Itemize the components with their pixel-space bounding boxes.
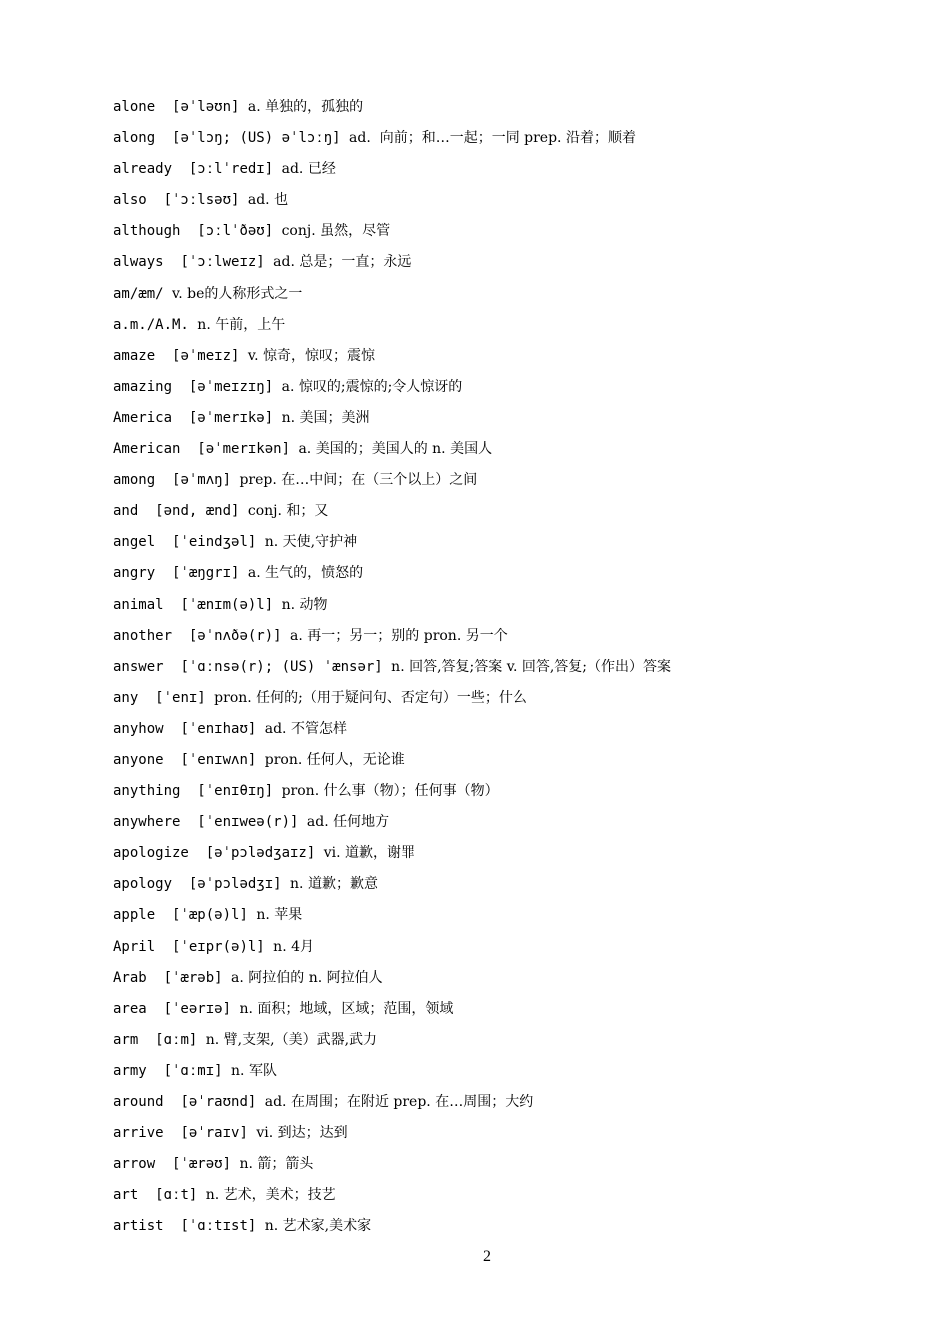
entry-definition: n. 苹果	[256, 907, 303, 924]
vocab-entry	[113, 656, 833, 687]
entry-definition: n. 午前，上午	[197, 316, 286, 333]
entry-definition: conj. 和；又	[247, 503, 329, 520]
entry-word: arrive	[113, 1125, 164, 1142]
entry-definition: ad. 不管怎样	[264, 720, 347, 737]
vocab-entry	[113, 718, 833, 749]
vocab-entry	[113, 189, 833, 220]
entry-phonetic: [ˈærəb]	[163, 969, 223, 986]
vocab-entry	[113, 594, 833, 625]
vocab-entry	[113, 96, 833, 127]
entry-word: anyhow	[113, 720, 164, 737]
vocab-entry	[113, 562, 833, 593]
entry-phonetic: [ˈærəʊ]	[172, 1156, 232, 1173]
vocab-entry	[113, 345, 833, 376]
entry-word: Arab	[113, 969, 147, 986]
entry-phonetic: [əˈpɔlədʒɪ]	[188, 876, 282, 893]
vocab-entry	[113, 438, 833, 469]
entry-definition: n. 艺术，美术；技艺	[205, 1187, 336, 1204]
entry-phonetic: [ˈenɪhaʊ]	[180, 720, 257, 737]
entry-definition: a. 单独的，孤独的	[247, 99, 364, 115]
entry-phonetic: [ˈæp(ə)l]	[172, 907, 248, 924]
vocab-entry	[113, 220, 833, 251]
entry-definition: n. 美国；美洲	[281, 409, 370, 426]
vocab-entry	[113, 531, 833, 562]
entry-definition: v. 惊奇，惊叹；震惊	[247, 347, 376, 364]
entry-definition: ad. 向前；和…一起；一同 prep. 沿着；顺着	[349, 130, 636, 147]
entry-definition: ad. 总是；一直；永远	[273, 254, 412, 271]
entry-definition: ad. 任何地方	[306, 814, 390, 831]
entry-phonetic: [ɑːm]	[155, 1031, 198, 1048]
entry-word: angry	[113, 565, 156, 582]
entry-definition: a. 生气的，愤怒的	[247, 565, 364, 582]
entry-phonetic: [ˈænɪm(ə)l]	[180, 596, 274, 613]
entry-word: another	[113, 627, 173, 644]
entry-definition: vi. 到达；达到	[256, 1125, 348, 1142]
vocab-entry	[113, 407, 833, 438]
entry-word: around	[113, 1094, 164, 1110]
entry-phonetic: [ənd, ænd]	[155, 503, 240, 520]
entry-phonetic: [əˈmerɪkə]	[188, 409, 274, 426]
entry-definition: vi. 道歉，谢罪	[323, 845, 416, 862]
entry-definition: n. 军队	[231, 1062, 277, 1079]
entry-word: animal	[113, 596, 164, 613]
entry-phonetic: [ˈenɪ]	[155, 689, 206, 706]
entry-phonetic: [ˈeərɪə]	[163, 1000, 232, 1017]
entry-phonetic: [ˈɑːtɪst]	[180, 1218, 257, 1235]
entry-definition: pron. 什么事（物）；任何事（物）	[281, 783, 499, 800]
entry-word: always	[113, 254, 164, 271]
page-number: 2	[483, 1248, 491, 1265]
entry-phonetic: [əˈmeɪz]	[172, 347, 240, 364]
entry-word: am/æm/	[113, 285, 164, 302]
entry-word: anything	[113, 783, 181, 800]
entry-definition: n. 道歉；歉意	[290, 876, 378, 893]
entry-phonetic: [əˈraɪv]	[180, 1125, 248, 1142]
entry-phonetic: [ˈenɪweə(r)]	[197, 814, 299, 831]
vocab-entry	[113, 936, 833, 967]
entry-phonetic: [əˈlɔŋ; (US) əˈlɔːŋ]	[172, 130, 341, 147]
vocab-entry	[113, 1122, 833, 1153]
vocab-entry	[113, 842, 833, 873]
entry-word: amaze	[113, 347, 156, 364]
entry-word: arrow	[113, 1156, 156, 1173]
vocab-entry	[113, 1091, 833, 1122]
entry-definition: prep. 在…中间；在（三个以上）之间	[239, 472, 478, 489]
vocab-entry	[113, 811, 833, 842]
entry-word: although	[113, 223, 181, 240]
entry-word: amazing	[113, 378, 173, 395]
vocab-entry	[113, 251, 833, 282]
entry-word: and	[113, 503, 139, 520]
entry-phonetic: [ɑːt]	[155, 1187, 198, 1204]
entry-phonetic: [ˈɑːmɪ]	[163, 1062, 223, 1079]
entry-definition: n. 回答,答复;答案 v. 回答,答复;（作出）答案	[391, 658, 672, 675]
entry-phonetic: [ɔːlˈredɪ]	[188, 161, 274, 178]
entry-phonetic: [əˈmerɪkən]	[197, 441, 291, 458]
vocab-entry	[113, 904, 833, 935]
entry-phonetic: [ˈeindʒəl]	[172, 534, 257, 551]
entry-definition: n. 面积；地域，区域；范围，领域	[239, 1000, 454, 1017]
entry-definition: n. 箭；箭头	[239, 1156, 314, 1173]
vocab-entry	[113, 749, 833, 780]
vocab-entry	[113, 687, 833, 718]
entry-word: art	[113, 1187, 139, 1204]
entry-definition: n. 4月	[273, 938, 314, 955]
entry-word: answer	[113, 658, 164, 675]
entry-phonetic: [ˈɑːnsə(r); (US) ˈænsər]	[180, 658, 383, 675]
vocab-entry	[113, 500, 833, 531]
vocab-entry	[113, 998, 833, 1029]
vocab-entry	[113, 873, 833, 904]
vocab-entry	[113, 158, 833, 189]
entry-word: along	[113, 130, 156, 147]
entry-phonetic: [ˈɔːlweɪz]	[180, 254, 265, 271]
vocab-entry	[113, 1029, 833, 1060]
entry-word: American	[113, 441, 181, 458]
entry-phonetic: [ˈeɪpr(ə)l]	[172, 938, 265, 955]
entry-phonetic: [əˈnʌðə(r)]	[188, 627, 282, 644]
vocabulary-list	[113, 96, 833, 1246]
vocab-entry	[113, 1215, 833, 1246]
entry-word: alone	[113, 99, 156, 115]
vocab-entry	[113, 625, 833, 656]
vocab-entry	[113, 780, 833, 811]
vocab-entry	[113, 314, 833, 345]
entry-word: America	[113, 409, 173, 426]
entry-phonetic: [əˈpɔlədʒaɪz]	[205, 845, 316, 862]
vocab-entry	[113, 469, 833, 500]
vocab-entry	[113, 283, 833, 314]
entry-phonetic: [əˈraʊnd]	[180, 1094, 257, 1110]
entry-word: anyone	[113, 751, 164, 768]
entry-phonetic: [ˈæŋgrɪ]	[172, 565, 240, 582]
entry-definition: pron. 任何人，无论谁	[264, 751, 405, 768]
entry-definition: n. 艺术家,美术家	[264, 1218, 372, 1235]
entry-definition: v. be的人称形式之一	[172, 285, 303, 302]
entry-word: any	[113, 689, 139, 706]
entry-phonetic: [əˈmʌŋ]	[172, 472, 232, 489]
entry-definition: a. 美国的；美国人的 n. 美国人	[298, 441, 493, 458]
entry-word: apology	[113, 876, 173, 893]
entry-definition: n. 动物	[281, 596, 328, 613]
entry-phonetic: [ˈenɪθɪŋ]	[197, 783, 274, 800]
entry-word: angel	[113, 534, 156, 551]
entry-word: area	[113, 1000, 147, 1017]
entry-word: April	[113, 938, 156, 955]
entry-definition: ad. 也	[247, 192, 289, 209]
entry-definition: ad. 已经	[281, 161, 336, 178]
entry-phonetic: [ˈɔːlsəʊ]	[163, 192, 240, 209]
entry-definition: ad. 在周围；在附近 prep. 在…周围；大约	[264, 1094, 534, 1110]
entry-word: already	[113, 161, 173, 178]
entry-definition: n. 臂,支架,（美）武器,武力	[205, 1031, 378, 1048]
vocab-entry	[113, 1184, 833, 1215]
entry-phonetic: [əˈmeɪzɪŋ]	[188, 378, 274, 395]
entry-word: army	[113, 1062, 147, 1079]
vocab-entry	[113, 1060, 833, 1091]
entry-word: a.m./A.M.	[113, 316, 189, 333]
entry-word: arm	[113, 1031, 139, 1048]
entry-phonetic: [ˈenɪwʌn]	[180, 751, 257, 768]
vocab-entry	[113, 127, 833, 158]
entry-definition: n. 天使,守护神	[264, 534, 358, 551]
entry-definition: a. 再一；另一；别的 pron. 另一个	[290, 627, 508, 644]
entry-word: apologize	[113, 845, 189, 862]
entry-definition: conj. 虽然，尽管	[281, 223, 391, 240]
entry-word: also	[113, 192, 147, 209]
vocab-entry	[113, 967, 833, 998]
entry-word: among	[113, 472, 156, 489]
entry-word: artist	[113, 1218, 164, 1235]
entry-definition: a. 惊叹的;震惊的;令人惊讶的	[281, 378, 463, 395]
entry-phonetic: [ɔːlˈðəʊ]	[197, 223, 274, 240]
entry-definition: pron. 任何的;（用于疑问句、否定句）一些；什么	[214, 689, 527, 706]
entry-word: anywhere	[113, 814, 181, 831]
entry-phonetic: [əˈləʊn]	[172, 99, 240, 115]
entry-word: apple	[113, 907, 156, 924]
vocab-entry	[113, 1153, 833, 1184]
entry-definition: a. 阿拉伯的 n. 阿拉伯人	[231, 969, 383, 986]
vocab-entry	[113, 376, 833, 407]
